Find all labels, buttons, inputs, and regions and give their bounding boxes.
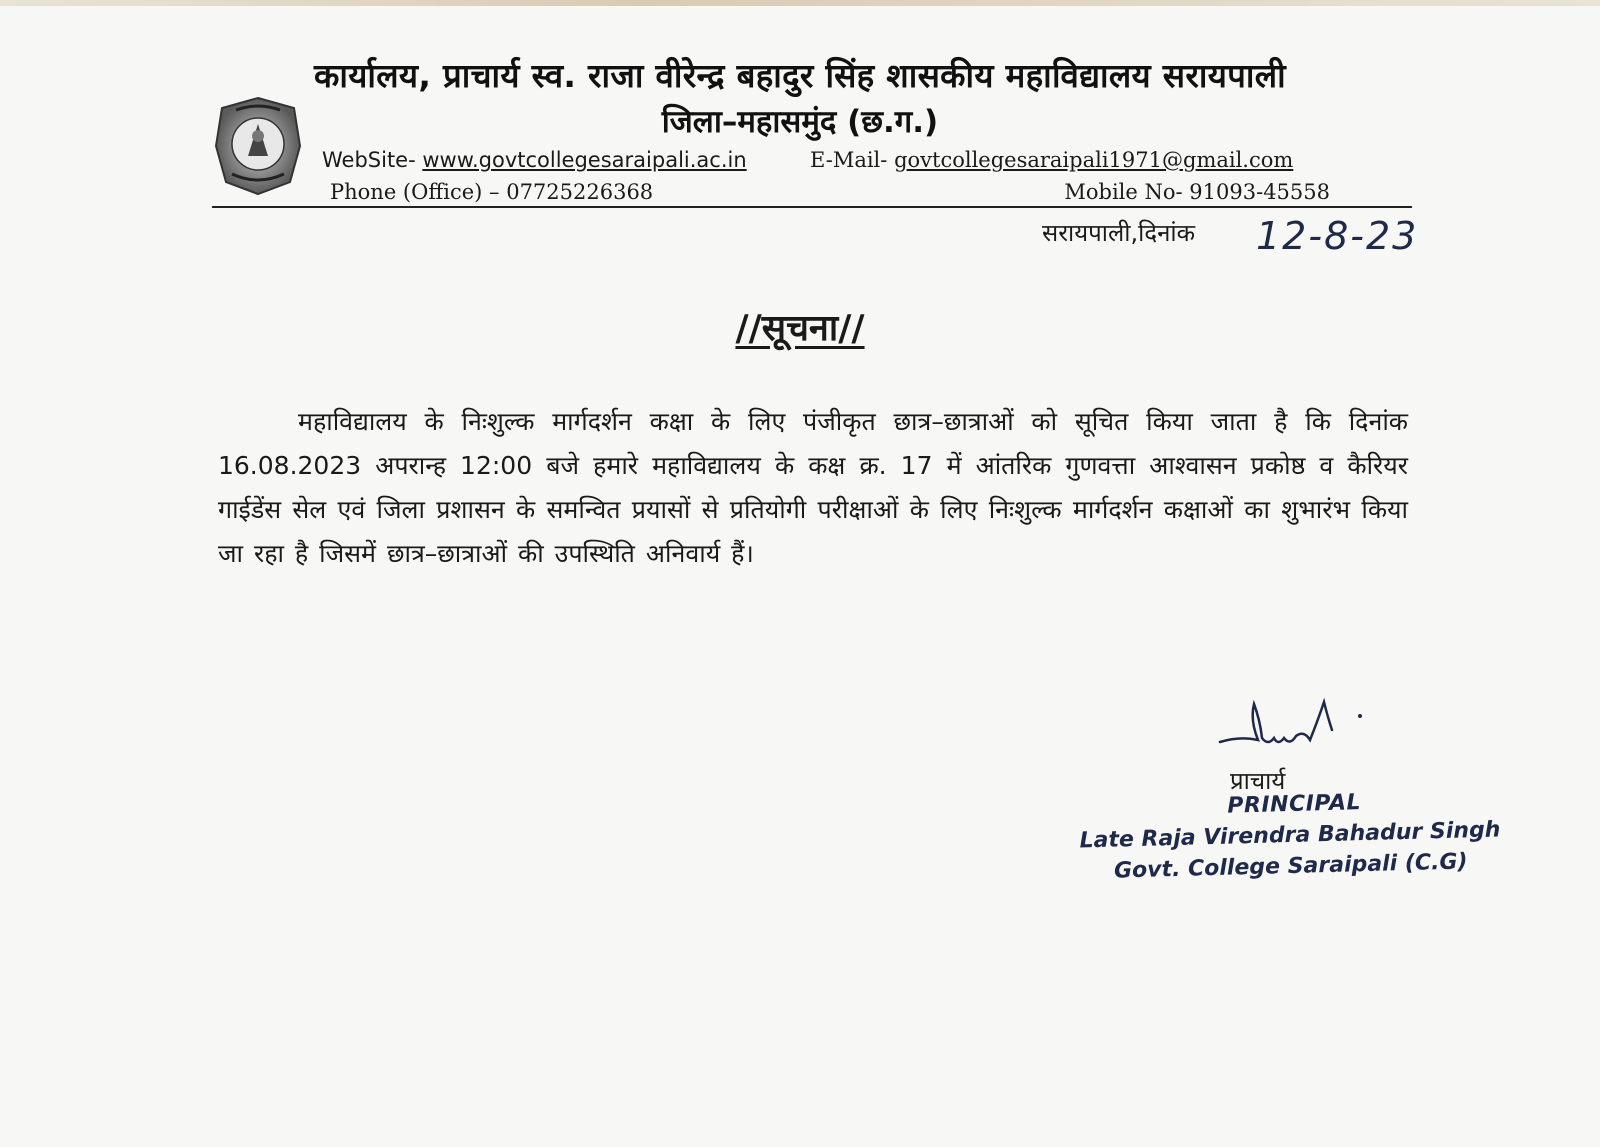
stamp-college-place: Govt. College Saraipali (C.G)	[1113, 849, 1468, 884]
stamp-college-name: Late Raja Virendra Bahadur Singh	[1079, 817, 1501, 854]
email-link[interactable]: govtcollegesaraipali1971@gmail.com	[894, 148, 1294, 172]
handwritten-date: 12-8-23	[1256, 214, 1419, 258]
principal-label-hindi: प्राचार्य	[1230, 767, 1286, 795]
notice-body: महाविद्यालय के निःशुल्क मार्गदर्शन कक्षा के लिए पंजीकृत छात्र–छात्राओं को सूचित किया जाता है कि दिनांक 16.08.2023 अपरान्ह 12:00 बजे हमारे महाविद्यालय के कक्ष क्र. 17 में आंतरिक गुणवत्ता आश्वासन प्रकोष्ठ व कैरियर गाईडेंस सेल एवं जिला प्रशासन के समन्वित प्रयासों से प्रतियोगी परीक्षाओं के लिए निःशुल्क मार्गदर्शन कक्षाओं का शुभारंभ किया जा रहा है जिसमें छात्र–छात्राओं की उपस्थिति अनिवार्य हैं।	[218, 407, 1408, 568]
contact-phone-mobile	[330, 180, 1330, 208]
header-divider	[212, 206, 1412, 208]
principal-stamp	[1069, 786, 1511, 884]
college-office-title: कार्यालय, प्राचार्य स्व. राजा वीरेन्द्र बहादुर सिंह शासकीय महाविद्यालय सरायपाली	[314, 56, 1286, 95]
date-label: सरायपाली,दिनांक	[1042, 219, 1196, 247]
principal-signature	[1210, 690, 1390, 770]
top-edge	[0, 0, 1600, 6]
contact-web-email	[322, 148, 1332, 178]
website-label: WebSite-	[322, 148, 416, 172]
notice-title	[0, 302, 1600, 351]
district-line: जिला–महासमुंद (छ.ग.)	[661, 104, 939, 140]
website-link[interactable]: www.govtcollegesaraipali.ac.in	[422, 148, 747, 172]
stamp-designation: PRINCIPAL	[1227, 790, 1362, 819]
notice-title-text: //सूचना//	[735, 308, 865, 349]
mobile-number: Mobile No- 91093-45558	[1064, 180, 1330, 204]
office-phone: Phone (Office) – 07725226368	[330, 180, 654, 204]
college-seal-icon	[212, 94, 304, 198]
email-label: E-Mail-	[810, 148, 888, 172]
